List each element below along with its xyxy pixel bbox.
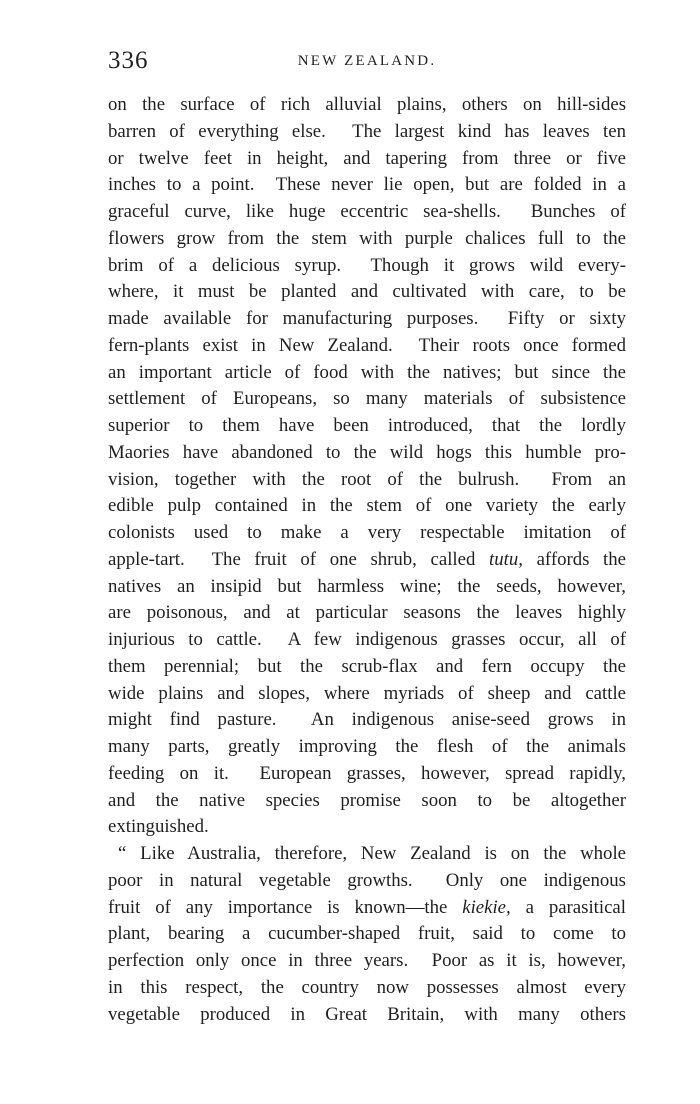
text-line <box>108 707 626 734</box>
text-segment: where, it must be planted and cultivated with care, to be <box>108 281 626 303</box>
text-segment: poor in natural vegetable growths. Only one indigenous <box>108 869 626 891</box>
text-segment: “ Like Australia, therefore, New Zealand is on the whole <box>118 843 626 864</box>
text-line <box>108 814 626 841</box>
text-segment: perfection only once in three years. Poor as it is, however, <box>108 950 626 971</box>
text-segment: barren of everything else. The largest kind has leaves ten <box>108 120 626 142</box>
text-line <box>108 1002 626 1029</box>
text-segment: superior to them have been introduced, that the lordly <box>108 415 626 436</box>
text-segment: a parasitical <box>510 896 626 918</box>
text-segment: might find pasture. An indigenous anise-seed grows in <box>108 709 626 731</box>
text-segment: and the native species promise soon to be altogether <box>108 789 626 811</box>
text-line <box>108 681 626 708</box>
text-line <box>108 761 626 788</box>
text-segment: apple-tart. The fruit of one shrub, called <box>108 548 489 570</box>
text-line <box>108 788 626 815</box>
text-segment: are poisonous, and at particular seasons the leaves highly <box>108 602 626 624</box>
running-title: NEW ZEALAND. <box>297 53 437 69</box>
text-line <box>108 627 626 654</box>
text-segment: made available for manufacturing purposes. Fifty or sixty <box>108 308 626 329</box>
body-text <box>108 92 626 1028</box>
text-segment: an important article of food with the natives; but since the <box>108 361 626 383</box>
text-line <box>108 386 626 413</box>
text-line <box>108 333 626 360</box>
text-segment: brim of a delicious syrup. Though it grows wild every- <box>108 254 626 276</box>
text-segment: edible pulp contained in the stem of one variety the early <box>108 495 626 517</box>
text-line <box>108 547 626 574</box>
text-segment: vegetable produced in Great Britain, with many others <box>108 1003 626 1025</box>
text-segment: extinguished. <box>108 816 209 838</box>
text-segment: them perennial; but the scrub-flax and fern occupy the <box>108 655 626 677</box>
text-line <box>108 119 626 146</box>
text-line <box>108 440 626 467</box>
text-line <box>108 253 626 280</box>
text-line <box>108 841 626 868</box>
text-segment: injurious to cattle. A few indigenous grasses occur, all of <box>108 629 626 650</box>
text-line <box>108 600 626 627</box>
text-line <box>108 654 626 681</box>
italic-term: tutu, <box>489 548 523 570</box>
text-line <box>108 574 626 601</box>
text-segment: plant, bearing a cucumber-shaped fruit, said to come to <box>108 923 626 945</box>
text-line <box>108 146 626 173</box>
text-segment: inches to a point. These never lie open, but are folded in a <box>108 174 626 196</box>
text-line <box>108 921 626 948</box>
text-segment: graceful curve, like huge eccentric sea-shells. Bunches of <box>108 201 626 222</box>
text-segment: in this respect, the country now possesses almost every <box>108 976 626 998</box>
text-segment: feeding on it. European grasses, however, spread rapidly, <box>108 762 626 784</box>
text-segment: on the surface of rich alluvial plains, others on hill-sides <box>108 94 626 115</box>
text-line <box>108 734 626 761</box>
text-line <box>108 895 626 922</box>
text-segment: wide plains and slopes, where myriads of sheep and cattle <box>108 682 626 704</box>
text-line <box>108 493 626 520</box>
text-line <box>108 520 626 547</box>
text-segment: affords the <box>522 548 626 570</box>
text-line <box>108 92 626 119</box>
text-segment: flowers grow from the stem with purple chalices full to the <box>108 227 626 249</box>
text-line <box>108 360 626 387</box>
text-segment: or twelve feet in height, and tapering from three or five <box>108 147 626 169</box>
text-segment: Maories have abandoned to the wild hogs this humble pro- <box>108 441 626 463</box>
text-segment: many parts, greatly improving the flesh of the animals <box>108 736 626 757</box>
text-segment: fern-plants exist in New Zealand. Their roots once formed <box>108 334 626 356</box>
text-segment: colonists used to make a very respectable imitation of <box>108 522 626 543</box>
text-segment: settlement of Europeans, so many materials of subsistence <box>108 388 626 410</box>
text-line <box>108 948 626 975</box>
text-line <box>108 279 626 306</box>
text-line <box>108 467 626 494</box>
text-segment: vision, together with the root of the bulrush. From an <box>108 468 626 490</box>
running-head <box>108 46 626 76</box>
text-line <box>108 306 626 333</box>
italic-term: kiekie, <box>462 896 511 918</box>
text-line <box>108 199 626 226</box>
text-line <box>108 172 626 199</box>
text-line <box>108 868 626 895</box>
text-line <box>108 226 626 253</box>
text-segment: natives an insipid but harmless wine; the seeds, however, <box>108 575 626 597</box>
text-line <box>108 413 626 440</box>
text-segment: fruit of any importance is known—the <box>108 896 463 918</box>
page-number: 336 <box>108 47 149 74</box>
text-line <box>108 975 626 1002</box>
